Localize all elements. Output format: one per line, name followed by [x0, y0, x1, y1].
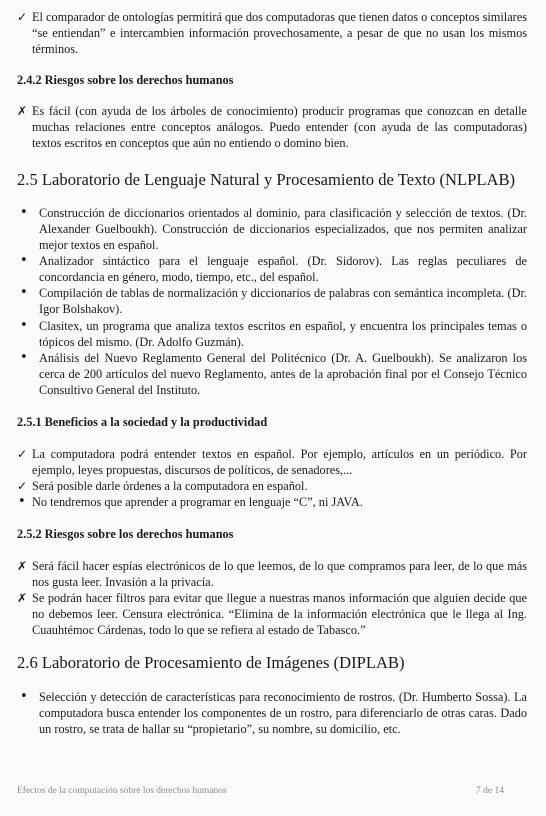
bullet-item [17, 494, 527, 510]
section-heading-2-5-1: 2.5.1 Beneficios a la sociedad y la productividad [17, 415, 268, 429]
section-heading-2-6: 2.6 Laboratorio de Procesamiento de Imágenes (DIPLAB) [17, 653, 405, 672]
bullet-icon: • [20, 285, 28, 300]
check-icon: ✓ [17, 10, 28, 24]
bullet-icon: • [18, 494, 26, 509]
paragraph: El comparador de ontologías permitirá que dos computadoras que tienen datos o conceptos similares “se entiendan” e intercambien información provechosamente, a pesar de que no usan los mismos términos. [32, 10, 527, 56]
risk-item [17, 558, 527, 590]
check-icon: ✓ [17, 479, 28, 493]
bullet-item [17, 253, 527, 285]
paragraph: Será posible darle órdenes a la computadora en español. [32, 479, 308, 493]
check-icon: ✓ [17, 447, 28, 461]
section-heading-2-5-2: 2.5.2 Riesgos sobre los derechos humanos [17, 527, 234, 541]
benefit-item [17, 9, 527, 57]
bullet-icon: • [20, 205, 28, 220]
risk-item [17, 590, 527, 638]
paragraph: Análisis del Nuevo Reglamento General del Politécnico (Dr. A. Guelboukh). Se analizaron los cerca de 200 artículos del nuevo Reglamento, antes de la aprobación final por el Consejo Técnico Consultivo General del Instituto. [39, 351, 527, 397]
bullet-item [17, 350, 527, 398]
paragraph: Es fácil (con ayuda de los árboles de conocimiento) producir programas que conozcan en detalle muchas relaciones entre conceptos análogos. Puedo entender (con ayuda de las computadoras) textos escritos en conceptos que aún no entiendo o domino bien. [32, 104, 527, 150]
bullet-item [17, 285, 527, 317]
paragraph: La computadora podrá entender textos en español. Por ejemplo, artículos en un periódico. Por ejemplo, leyes propuestas, discursos de políticos, de senadores,... [32, 447, 527, 477]
paragraph: No tendremos que aprender a programar en lenguaje “C”, ni JAVA. [32, 495, 363, 509]
footer-title: Efectos de la computación sobre los derechos humanos [17, 786, 227, 796]
paragraph: Será fácil hacer espías electrónicos de lo que leemos, de lo que compramos para leer, de lo que más nos gusta leer. Invasión a la privacía. [32, 559, 527, 589]
bullet-item [17, 318, 527, 350]
paragraph: Compilación de tablas de normalización y diccionarios de palabras con semántica incompleta. (Dr. Igor Bolshakov). [39, 286, 527, 316]
bullet-icon: • [20, 350, 28, 365]
bullet-item [17, 689, 527, 737]
benefit-item [17, 478, 527, 494]
paragraph: Clasitex, un programa que analiza textos escritos en español, y encuentra los principales temas o tópicos del mismo. (Dr. Adolfo Guzmán). [39, 319, 527, 349]
paragraph: Se podrán hacer filtros para evitar que llegue a nuestras manos información que alguien decide que no debemos leer. Censura electrónica. “Elimina de la información electrónica que le llega al Ing. Cuauhtémoc Cárdenas, todo lo que se refiera al estado de Tabasco.” [32, 591, 527, 637]
section-heading-2-4-2: 2.4.2 Riesgos sobre los derechos humanos [17, 73, 234, 87]
cross-icon: ✗ [17, 591, 28, 605]
bullet-icon: • [20, 689, 28, 704]
bullet-icon: • [20, 253, 28, 268]
bullet-item [17, 205, 527, 253]
risk-item [17, 103, 527, 151]
section-heading-2-5: 2.5 Laboratorio de Lenguaje Natural y Procesamiento de Texto (NLPLAB) [17, 170, 516, 189]
benefit-item [17, 446, 527, 478]
paragraph: Construcción de diccionarios orientados al dominio, para clasificación y selección de textos. (Dr. Alexander Guelboukh). Construcción de diccionarios especializados, que nos permiten analizar mejor textos en español. [39, 206, 527, 252]
bullet-icon: • [20, 318, 28, 333]
cross-icon: ✗ [17, 104, 28, 118]
paragraph: Analizador sintáctico para el lenguaje español. (Dr. Sidorov). Las reglas peculiares de concordancia en género, modo, tiempo, etc., del español. [39, 254, 527, 284]
cross-icon: ✗ [17, 559, 28, 573]
paragraph: Selección y detección de características para reconocimiento de rostros. (Dr. Humberto Sossa). La computadora busca entender los componentes de un rostro, para diferenciarlo de otras caras. Dado un rostro, se trata de hallar su “propietario”, su nombre, su domicilio, etc. [39, 690, 527, 736]
page-number: 7 de 14 [476, 786, 504, 796]
